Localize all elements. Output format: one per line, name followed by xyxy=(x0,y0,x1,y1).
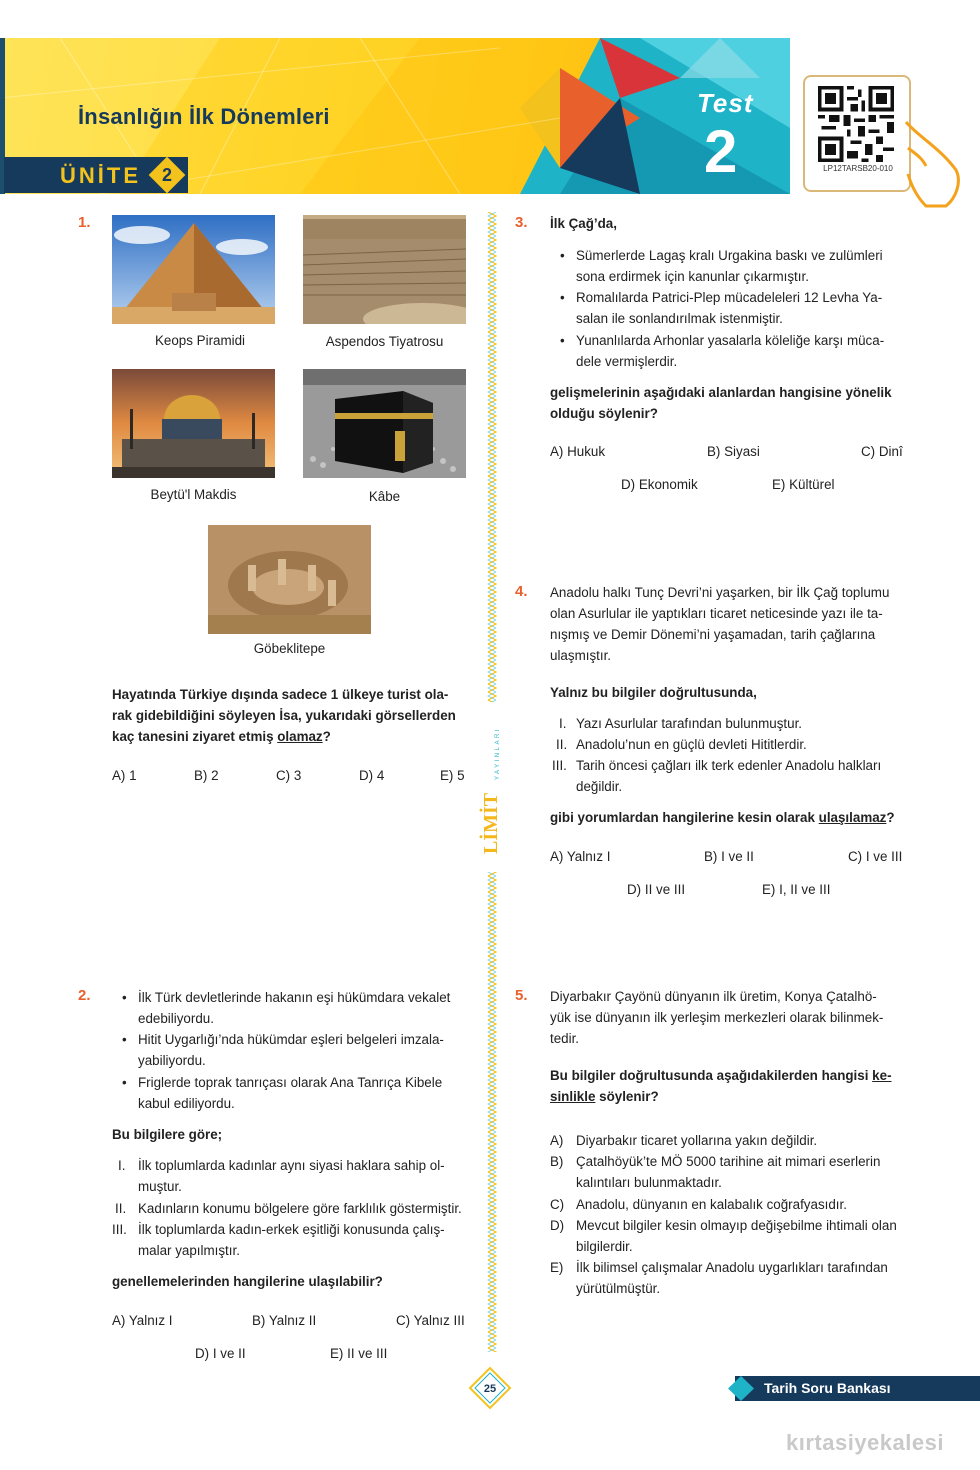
q1-option-b[interactable]: B) 2 xyxy=(194,768,219,783)
q4-question xyxy=(550,807,895,828)
bullet-dot: • xyxy=(560,333,565,348)
stem-emphasis: olamaz xyxy=(277,729,323,744)
q4-item-line: Anadolu’nun en güçlü devleti Hititlerdir. xyxy=(576,737,807,752)
question-4-number: 4. xyxy=(515,583,528,600)
q5-option-b-cont[interactable]: kalıntıları bulunmaktadır. xyxy=(576,1175,722,1190)
roman-numeral: I. xyxy=(118,1158,126,1173)
q2-option-b[interactable]: B) Yalnız II xyxy=(252,1313,317,1328)
q4-question-text: gibi yorumlardan hangilerine kesin olarak xyxy=(550,810,819,825)
q5-stem-line: tedir. xyxy=(550,1031,580,1046)
q2-bullet-line: Friglerde toprak tanrıçası olarak Ana Tanrıça Kibele xyxy=(138,1075,443,1090)
question-2-number: 2. xyxy=(78,987,91,1004)
q4-stem-line: ulaşmıştır. xyxy=(550,648,612,663)
q2-bullet-line: Hitit Uygarlığı’nda hükümdar eşleri belgeleri imzala- xyxy=(138,1032,444,1047)
q1-option-d[interactable]: D) 4 xyxy=(359,768,385,783)
q3-bullet-line: Yunanlılarda Arhonlar yasalarla köleliğe karşı müca- xyxy=(576,333,885,348)
q5-option-e-cont[interactable]: yürütülmüştür. xyxy=(576,1281,661,1296)
q5-option-d[interactable]: Mevcut bilgiler kesin olmayıp değişebilme ihtimali olan xyxy=(576,1218,897,1233)
publisher-name: LİMİT xyxy=(480,792,502,854)
publisher-sub: YAYINLARI xyxy=(495,727,501,780)
bullet-dot: • xyxy=(560,290,565,305)
roman-numeral: III. xyxy=(552,758,567,773)
q5-option-c[interactable]: Anadolu, dünyanın en kalabalık coğrafyasıdır. xyxy=(576,1197,847,1212)
q4-stem-line: Anadolu halkı Tunç Devri’ni yaşarken, bir İlk Çağ toplumu xyxy=(550,585,890,600)
q4-item-line: değildir. xyxy=(576,779,623,794)
q5-stem-line: yük ise dünyanın ilk yerleşim merkezleri olarak bilinmek- xyxy=(550,1010,884,1025)
image-caption: Aspendos Tiyatrosu xyxy=(325,334,444,349)
page-number-badge xyxy=(468,1366,512,1410)
page-number: 25 xyxy=(483,1383,497,1395)
stem-text: ? xyxy=(322,729,331,744)
q2-bullet-line: kabul ediliyordu. xyxy=(138,1096,235,1111)
q5-option-b[interactable]: Çatalhöyük’te MÖ 5000 tarihine ait mimari eserlerin xyxy=(576,1154,881,1169)
roman-numeral: III. xyxy=(112,1222,127,1237)
q4-question-text: ? xyxy=(886,810,895,825)
ruins-photo xyxy=(208,525,371,634)
q4-item-line: Yazı Asurlular tarafından bulunmuştur. xyxy=(576,716,803,731)
q4-item-line: Tarih öncesi çağları ilk terk edenler Anadolu halkları xyxy=(576,758,882,773)
question-1-stem-line xyxy=(112,726,331,747)
q5-option-d-cont[interactable]: bilgilerdir. xyxy=(576,1239,633,1254)
book-title: Tarih Soru Bankası xyxy=(764,1380,891,1396)
hand-icon xyxy=(900,118,962,210)
q5-option-b-letter[interactable]: B) xyxy=(550,1154,564,1169)
bullet-dot: • xyxy=(122,990,127,1005)
q3-bullet-line: Sümerlerde Lagaş kralı Urgakina baskı ve zulümleri xyxy=(576,248,883,263)
q3-question: olduğu söylenir? xyxy=(550,406,658,421)
q3-bullet-line: sona erdirmek için kanunlar çıkarmıştır. xyxy=(576,269,809,284)
q5-stem-line: Diyarbakır Çayönü dünyanın ilk üretim, Konya Çatalhö- xyxy=(550,989,877,1004)
q5-question xyxy=(550,1065,892,1086)
unit-number: 2 xyxy=(161,164,173,185)
q5-question-text: söylenir? xyxy=(595,1089,659,1104)
book-title-arrow-icon xyxy=(728,1376,754,1401)
theatre-photo xyxy=(303,215,466,324)
question-5-number: 5. xyxy=(515,987,528,1004)
q5-option-e-letter[interactable]: E) xyxy=(550,1260,564,1275)
bullet-dot: • xyxy=(122,1032,127,1047)
q4-lead: Yalnız bu bilgiler doğrultusunda, xyxy=(550,685,757,700)
q1-option-e[interactable]: E) 5 xyxy=(440,768,465,783)
q2-bullet-line: edebiliyordu. xyxy=(138,1011,214,1026)
q3-bullet-line: dele vermişlerdir. xyxy=(576,354,678,369)
q1-option-c[interactable]: C) 3 xyxy=(276,768,302,783)
image-caption: Keops Piramidi xyxy=(154,333,246,348)
q5-option-e[interactable]: İlk bilimsel çalışmalar Anadolu uygarlıkları tarafından xyxy=(576,1260,888,1275)
unit-label: ÜNİTE xyxy=(60,163,141,188)
q4-option-e[interactable]: E) I, II ve III xyxy=(762,882,831,897)
q2-item-line: İlk toplumlarda kadın-erkek eşitliği konusunda çalış- xyxy=(138,1222,445,1237)
bullet-dot: • xyxy=(122,1075,127,1090)
question-1-stem-line: Hayatında Türkiye dışında sadece 1 ülkeye turist ola- xyxy=(112,687,449,702)
dome-photo xyxy=(112,369,275,478)
roman-numeral: I. xyxy=(559,716,567,731)
q3-option-e[interactable]: E) Kültürel xyxy=(772,477,835,492)
q2-option-d[interactable]: D) I ve II xyxy=(195,1346,246,1361)
q2-item-line: Kadınların konumu bölgelere göre farklılık göstermiştir. xyxy=(138,1201,462,1216)
q5-option-c-letter[interactable]: C) xyxy=(550,1197,565,1212)
q2-option-a[interactable]: A) Yalnız I xyxy=(112,1313,173,1328)
q2-item-line: İlk toplumlarda kadınlar aynı siyasi haklara sahip ol- xyxy=(138,1158,445,1173)
q4-option-c[interactable]: C) I ve III xyxy=(848,849,903,864)
q2-option-e[interactable]: E) II ve III xyxy=(330,1346,388,1361)
image-caption: Kâbe xyxy=(368,489,401,504)
q3-option-c[interactable]: C) Dinî xyxy=(861,444,903,459)
test-label: Test xyxy=(697,88,754,118)
q5-question-emphasis: sinlikle xyxy=(550,1089,596,1104)
q4-question-emphasis: ulaşılamaz xyxy=(818,810,887,825)
q5-question xyxy=(550,1086,659,1107)
pyramid-photo xyxy=(112,215,275,324)
question-1-stem-line: rak gidebildiğini söyleyen İsa, yukarıdaki görsellerden xyxy=(112,708,456,723)
q2-question: genellemelerinden hangilerine ulaşılabilir? xyxy=(112,1274,383,1289)
q3-bullet-line: Romalılarda Patrici-Plep mücadeleleri 12 Levha Ya- xyxy=(576,290,883,305)
watermark: kırtasiyekalesi xyxy=(786,1430,944,1455)
test-number: 2 xyxy=(704,118,738,185)
stem-text: kaç tanesini ziyaret etmiş xyxy=(112,729,278,744)
q2-lead: Bu bilgilere göre; xyxy=(112,1127,223,1142)
q4-option-a[interactable]: A) Yalnız I xyxy=(550,849,611,864)
q4-stem-line: nışmış ve Demir Dönemi’ni yaşamadan, tarih çağlarına xyxy=(550,627,876,642)
question-1-number: 1. xyxy=(78,214,91,231)
q2-bullet-line: İlk Türk devletlerinde hakanın eşi hükümdara vekalet xyxy=(138,990,451,1005)
q1-option-a[interactable]: A) 1 xyxy=(112,768,137,783)
q3-lead: İlk Çağ’da, xyxy=(550,216,617,231)
roman-numeral: II. xyxy=(115,1201,127,1216)
question-3-number: 3. xyxy=(515,214,528,231)
image-caption: Göbeklitepe xyxy=(253,641,326,656)
qr-code-text: LP12TARSB20-010 xyxy=(823,164,893,173)
publisher-vertical-logo xyxy=(476,712,506,857)
unit-title: İnsanlığın İlk Dönemleri xyxy=(78,104,330,129)
q4-option-b[interactable]: B) I ve II xyxy=(704,849,754,864)
q3-option-b[interactable]: B) Siyasi xyxy=(707,444,760,459)
image-caption: Beytü'l Makdis xyxy=(150,487,237,502)
q2-item-line: muştur. xyxy=(138,1179,182,1194)
q3-option-d[interactable]: D) Ekonomik xyxy=(621,477,698,492)
q5-question-emphasis: ke- xyxy=(872,1068,892,1083)
q5-option-a[interactable]: Diyarbakır ticaret yollarına yakın değildir. xyxy=(576,1133,818,1148)
q5-option-a-letter[interactable]: A) xyxy=(550,1133,564,1148)
qr-code-icon[interactable] xyxy=(818,86,894,162)
roman-numeral: II. xyxy=(556,737,568,752)
q3-option-a[interactable]: A) Hukuk xyxy=(550,444,606,459)
q4-stem-line: olan Asurlular ile yaptıkları ticaret neticesinde yazı ile ta- xyxy=(550,606,883,621)
q3-question: gelişmelerinin aşağıdaki alanlardan hangisine yönelik xyxy=(550,385,892,400)
q2-bullet-line: yabiliyordu. xyxy=(138,1053,206,1068)
kaaba-photo xyxy=(303,369,466,478)
q2-option-c[interactable]: C) Yalnız III xyxy=(396,1313,465,1328)
bullet-dot: • xyxy=(560,248,565,263)
q5-option-d-letter[interactable]: D) xyxy=(550,1218,565,1233)
q2-item-line: malar yapılmıştır. xyxy=(138,1243,240,1258)
q5-question-text: Bu bilgiler doğrultusunda aşağıdakilerden hangisi xyxy=(550,1068,873,1083)
q4-option-d[interactable]: D) II ve III xyxy=(627,882,686,897)
q3-bullet-line: salan ile sonlandırılmak istenmiştir. xyxy=(576,311,783,326)
